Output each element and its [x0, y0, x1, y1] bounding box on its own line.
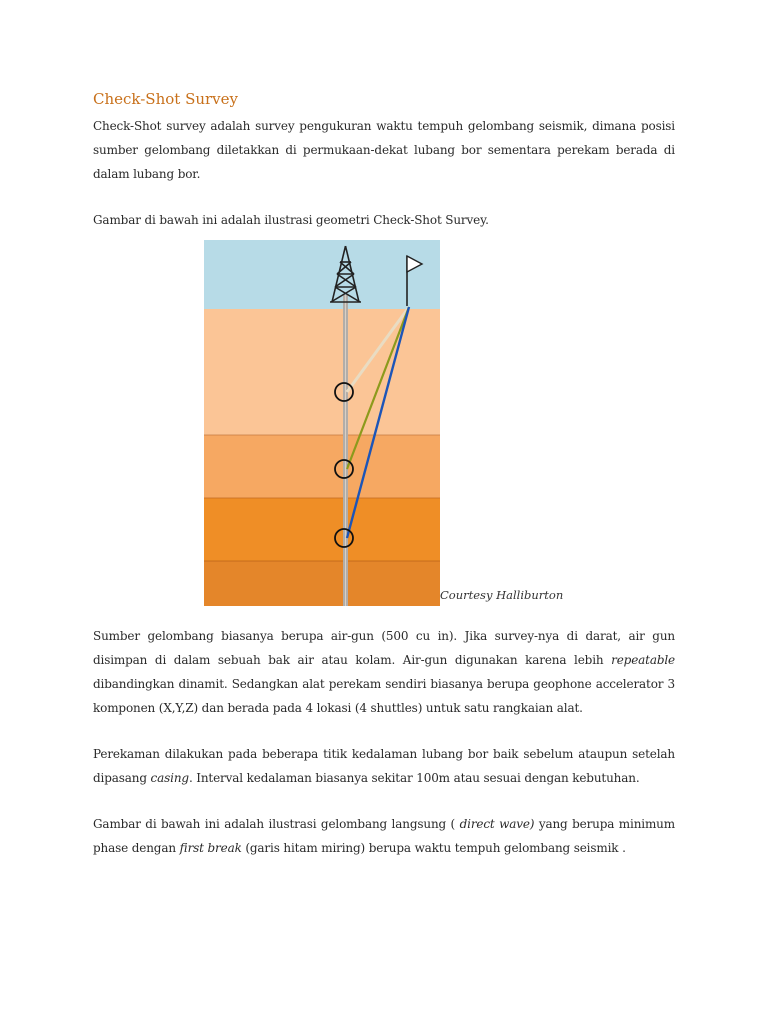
figure-lead-text: Gambar di bawah ini adalah ilustrasi geometri Check-Shot Survey.	[93, 213, 489, 227]
paragraph-source: Sumber gelombang biasanya berupa air-gun (500 cu in). Jika survey-nya di darat, air gun disimpan di dalam sebuah bak air atau kolam. Air-gun digunakan karena lebih repeatable dibandingkan dinamit. Sedangkan alat perekam sendiri biasanya berupa geophone accelerator 3 komponen (X,Y,Z) dan berada pada 4 lokasi (4 shuttles) untuk satu rangkaian alat.	[93, 629, 675, 715]
intro-paragraph: Check-Shot survey adalah survey pengukuran waktu tempuh gelombang seismik, dimana posisi sumber gelombang diletakkan di permukaan-dekat lubang bor sementara perekam berada di dalam lubang bor.	[93, 119, 675, 181]
soil-layer-3	[204, 498, 440, 561]
figure-container	[93, 234, 675, 624]
paragraph-direct-wave: Gambar di bawah ini adalah ilustrasi gelombang langsung ( direct wave) yang berupa minimum phase dengan first break (garis hitam miring) berupa waktu tempuh gelombang seismik .	[93, 817, 675, 855]
image-credit: Courtesy Halliburton	[440, 588, 564, 602]
article	[93, 90, 675, 860]
article-title: Check-Shot Survey	[93, 90, 239, 108]
check-shot-geometry-diagram	[204, 240, 440, 606]
paragraph-recording: Perekaman dilakukan pada beberapa titik kedalaman lubang bor baik sebelum ataupun setelah dipasang casing. Interval kedalaman biasanya sekitar 100m atau sesuai dengan kebutuhan.	[93, 747, 675, 785]
sky-layer	[204, 240, 440, 309]
soil-layer-4	[204, 561, 440, 606]
soil-layer-2	[204, 435, 440, 498]
